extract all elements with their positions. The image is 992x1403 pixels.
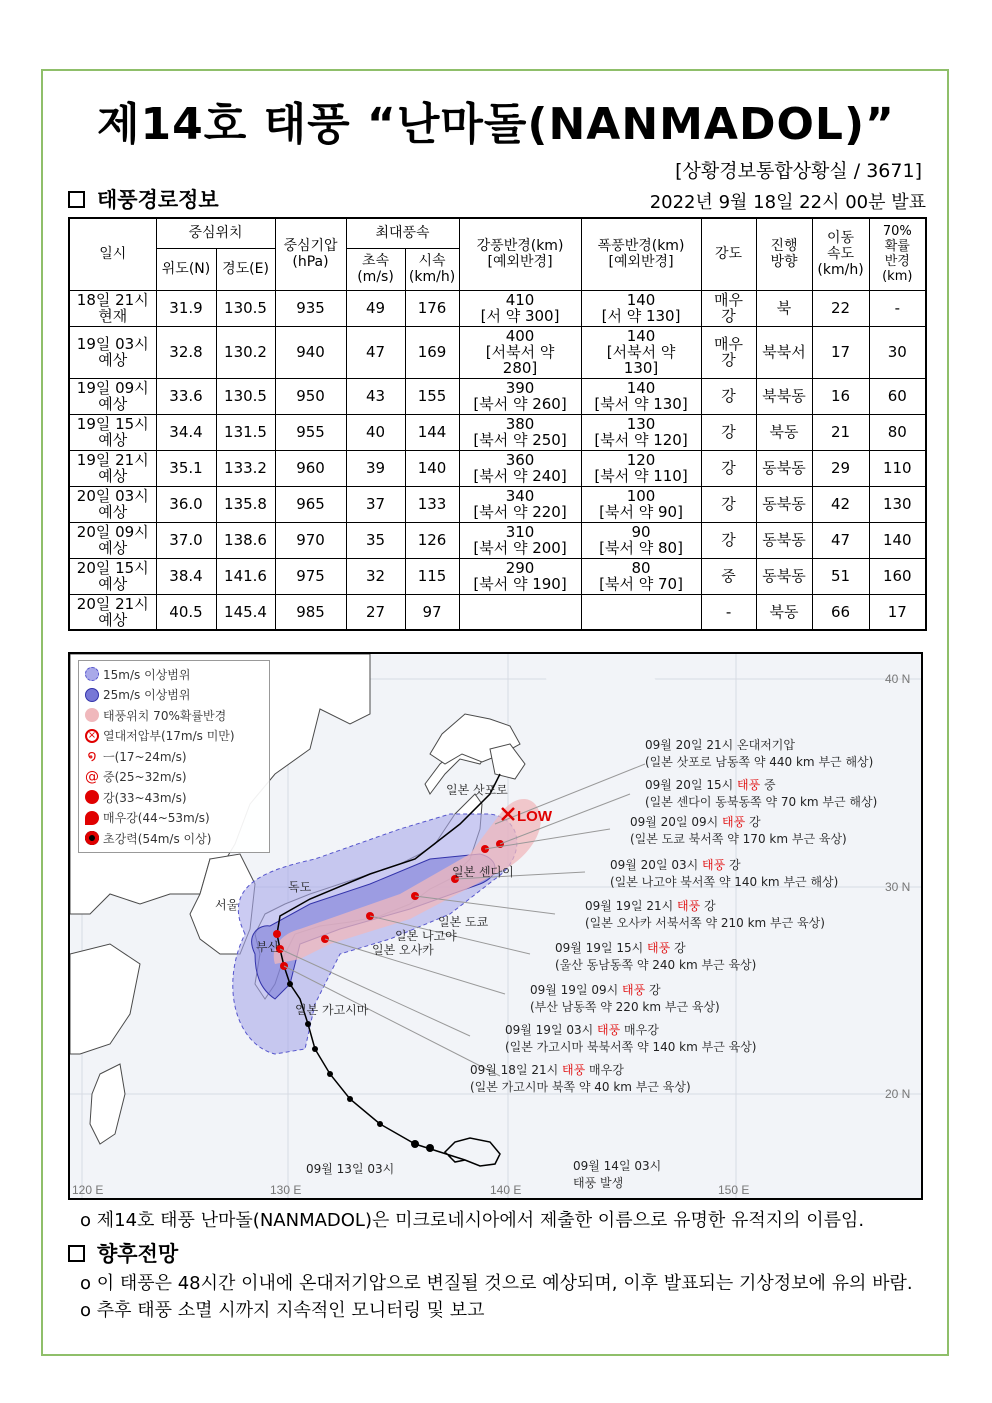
legend-verystrong-icon: [85, 811, 99, 825]
place-sendai: 일본 센다이: [452, 865, 514, 879]
cell-prob: 160: [869, 558, 926, 594]
cell-strong: [459, 594, 581, 630]
cell-storm: 140 [서 약 130]: [581, 290, 701, 326]
cell-pres: 970: [275, 522, 346, 558]
cell-time: 20일 03시 예상: [69, 486, 156, 522]
lon-120-label: 120 E: [72, 1183, 104, 1197]
cell-ms: 39: [346, 450, 405, 486]
cell-strong: 390 [북서 약 260]: [459, 378, 581, 414]
legend-strong: [85, 787, 263, 808]
legend-25ms: [85, 685, 263, 706]
place-tokyo: 일본 도쿄: [438, 915, 489, 929]
cell-storm: 130 [북서 약 120]: [581, 414, 701, 450]
ann-1-line1: [645, 777, 776, 792]
ann-7-l1a: 09월 19일 03시: [505, 1023, 598, 1037]
cell-storm: 120 [북서 약 110]: [581, 450, 701, 486]
ann-3-l1b: 태풍: [702, 858, 726, 872]
cell-spd: 16: [812, 378, 869, 414]
cell-dir: 북북동: [756, 378, 812, 414]
cell-prob: 60: [869, 378, 926, 414]
cell-time: 19일 03시 예상: [69, 326, 156, 378]
table-row: [69, 326, 926, 378]
legend-strong-label: 강(33~43m/s): [103, 790, 187, 805]
ann-6-l1b: 태풍: [622, 983, 646, 997]
start-label-2b: 태풍 발생: [573, 1176, 624, 1190]
cell-lat: 36.0: [156, 486, 216, 522]
cell-time: 19일 09시 예상: [69, 378, 156, 414]
map-legend: [78, 660, 270, 853]
cell-pres: 985: [275, 594, 346, 630]
table-row: [69, 594, 926, 630]
place-nagoya: 일본 나고야: [395, 929, 457, 943]
cell-kmh: 140: [405, 450, 459, 486]
cell-strong: 340 [북서 약 220]: [459, 486, 581, 522]
header-maxwind: 최대풍속: [346, 218, 459, 248]
table-row: [69, 378, 926, 414]
section-track-info-label: 태풍경로정보: [97, 188, 219, 212]
cell-prob: 110: [869, 450, 926, 486]
cell-dir: 북: [756, 290, 812, 326]
section-outlook-label: 향후전망: [97, 1242, 179, 1266]
cell-ms: 47: [346, 326, 405, 378]
cell-kmh: 133: [405, 486, 459, 522]
ann-1-l1a: 09월 20일 15시: [645, 778, 738, 792]
cell-spd: 17: [812, 326, 869, 378]
legend-verystrong-label: 매우강(44~53m/s): [103, 811, 210, 826]
legend-td-icon: ×: [85, 729, 99, 743]
checkbox-icon: [68, 1245, 85, 1262]
ann-4-line2: (일본 오사카 서북서쪽 약 210 km 부근 육상): [585, 916, 825, 930]
start-label-1: 09월 13일 03시: [306, 1162, 395, 1176]
legend-medium: [85, 767, 263, 788]
cell-spd: 51: [812, 558, 869, 594]
cell-strong: 380 [북서 약 250]: [459, 414, 581, 450]
cell-lon: 131.5: [216, 414, 275, 450]
place-kagoshima: 일본 가고시마: [295, 1003, 369, 1017]
cell-kmh: 97: [405, 594, 459, 630]
cell-int: 강: [701, 522, 756, 558]
cell-time: 18일 21시 현재: [69, 290, 156, 326]
cell-dir: 동북동: [756, 486, 812, 522]
cell-ms: 49: [346, 290, 405, 326]
cell-storm: [581, 594, 701, 630]
page-title: 제14호 태풍 “난마돌(NANMADOL)”: [97, 99, 895, 150]
lat-20-label: 20 N: [885, 1087, 911, 1101]
cell-ms: 35: [346, 522, 405, 558]
ann-6-line1: [530, 982, 661, 997]
legend-prob-label: 태풍위치 70%확률반경: [103, 708, 227, 723]
ann-1-l1c: 중: [760, 778, 776, 792]
cell-kmh: 169: [405, 326, 459, 378]
cell-prob: 30: [869, 326, 926, 378]
ann-4-line1: [585, 898, 716, 913]
cell-storm: 100 [북서 약 90]: [581, 486, 701, 522]
ann-2-line1: [630, 814, 761, 829]
cell-spd: 66: [812, 594, 869, 630]
cell-pres: 935: [275, 290, 346, 326]
cell-prob: -: [869, 290, 926, 326]
cell-pres: 960: [275, 450, 346, 486]
cell-storm: 90 [북서 약 80]: [581, 522, 701, 558]
cell-ms: 40: [346, 414, 405, 450]
ann-8-line1: [470, 1062, 624, 1077]
cell-time: 19일 21시 예상: [69, 450, 156, 486]
ann-7-line2: (일본 가고시마 북북서쪽 약 140 km 부근 육상): [505, 1040, 757, 1054]
header-time: 일시: [69, 218, 156, 290]
ann-2-l1b: 태풍: [722, 815, 746, 829]
legend-medium-icon: @: [85, 768, 99, 785]
cell-lon: 130.2: [216, 326, 275, 378]
legend-weak: [85, 746, 263, 767]
cell-kmh: 155: [405, 378, 459, 414]
cell-lat: 31.9: [156, 290, 216, 326]
place-busan: 부산: [256, 940, 280, 954]
ann-4-l1a: 09월 19일 21시: [585, 899, 678, 913]
cell-pres: 955: [275, 414, 346, 450]
cell-int: 매우 강: [701, 290, 756, 326]
typhoon-track-table: [68, 217, 927, 631]
cell-kmh: 176: [405, 290, 459, 326]
ann-3-line1: [610, 857, 741, 872]
typhoon-track-map: [68, 652, 923, 1200]
ann-5-l1c: 강: [670, 941, 686, 955]
cell-dir: 북동: [756, 414, 812, 450]
ann-1-line2: (일본 센다이 동북동쪽 약 70 km 부근 해상): [645, 795, 878, 809]
low-label: LOW: [517, 808, 552, 825]
ann-3-l1c: 강: [725, 858, 741, 872]
ann-7-line1: [505, 1022, 659, 1037]
ann-2-l1a: 09월 20일 09시: [630, 815, 723, 829]
cell-kmh: 144: [405, 414, 459, 450]
cell-pres: 940: [275, 326, 346, 378]
legend-td: [85, 726, 263, 747]
ann-8-l1a: 09월 18일 21시: [470, 1063, 563, 1077]
cell-dir: 북동: [756, 594, 812, 630]
legend-weak-icon: ໑: [87, 748, 97, 765]
cell-lat: 40.5: [156, 594, 216, 630]
outlook-note-1: o 이 태풍은 48시간 이내에 온대저기압으로 변질될 것으로 예상되며, 이후 발표되는 기상정보에 유의 바람.: [80, 1273, 913, 1294]
place-seoul: 서울: [215, 898, 239, 912]
cell-int: 강: [701, 486, 756, 522]
place-dokdo: 독도: [288, 880, 312, 894]
legend-super-label: 초강력(54m/s 이상): [103, 831, 212, 846]
legend-strong-icon: [85, 790, 99, 804]
cell-int: 강: [701, 414, 756, 450]
cell-ms: 32: [346, 558, 405, 594]
header-lat: 위도(N): [156, 248, 216, 290]
header-intensity: 강도: [701, 218, 756, 290]
office-label: [상황경보통합상황실 / 3671]: [675, 160, 922, 182]
ann-1-l1b: 태풍: [737, 778, 761, 792]
header-storm-radius: 폭풍반경(km) [예외반경]: [581, 218, 701, 290]
legend-prob-icon: [85, 708, 99, 722]
table-row: [69, 486, 926, 522]
cell-spd: 47: [812, 522, 869, 558]
legend-15ms: [85, 664, 263, 685]
header-pressure: 중심기압 (hPa): [275, 218, 346, 290]
lat-40-label: 40 N: [885, 672, 911, 686]
table-row: [69, 414, 926, 450]
ann-6-l1a: 09월 19일 09시: [530, 983, 623, 997]
cell-prob: 80: [869, 414, 926, 450]
legend-td-label: 열대저압부(17m/s 미만): [103, 729, 235, 744]
cell-dir: 동북동: [756, 558, 812, 594]
table-body: [69, 290, 926, 630]
cell-strong: 310 [북서 약 200]: [459, 522, 581, 558]
cell-ms: 37: [346, 486, 405, 522]
ann-0-line2: (일본 삿포로 남동쪽 약 440 km 부근 해상): [645, 755, 874, 769]
ann-8-line2: (일본 가고시마 북쪽 약 40 km 부근 육상): [470, 1080, 691, 1094]
table-row: [69, 558, 926, 594]
table-row: [69, 290, 926, 326]
table-row: [69, 522, 926, 558]
ann-5-l1b: 태풍: [647, 941, 671, 955]
cell-kmh: 126: [405, 522, 459, 558]
outlook-note-2: o 추후 태풍 소멸 시까지 지속적인 모니터링 및 보고: [80, 1300, 485, 1321]
cell-lon: 133.2: [216, 450, 275, 486]
cell-spd: 21: [812, 414, 869, 450]
header-kmh: 시속 (km/h): [405, 248, 459, 290]
ann-5-line2: (울산 동남동쪽 약 240 km 부근 육상): [555, 958, 757, 972]
cell-strong: 360 [북서 약 240]: [459, 450, 581, 486]
header-direction: 진행 방향: [756, 218, 812, 290]
cell-strong: 400 [서북서 약 280]: [459, 326, 581, 378]
lon-130-label: 130 E: [270, 1183, 302, 1197]
cell-int: -: [701, 594, 756, 630]
ann-6-l1c: 강: [645, 983, 661, 997]
cell-prob: 130: [869, 486, 926, 522]
ann-2-line2: (일본 도쿄 북서쪽 약 170 km 부근 육상): [630, 832, 847, 846]
cell-dir: 북북서: [756, 326, 812, 378]
cell-ms: 27: [346, 594, 405, 630]
ann-8-l1c: 매우강: [585, 1063, 624, 1077]
cell-strong: 410 [서 약 300]: [459, 290, 581, 326]
cell-prob: 140: [869, 522, 926, 558]
cell-lon: 130.5: [216, 378, 275, 414]
issued-time: 2022년 9월 18일 22시 00분 발표: [649, 192, 926, 213]
header-ms: 초속 (m/s): [346, 248, 405, 290]
ann-4-l1b: 태풍: [677, 899, 701, 913]
cell-lon: 130.5: [216, 290, 275, 326]
cell-dir: 동북동: [756, 450, 812, 486]
cell-int: 강: [701, 378, 756, 414]
ann-7-l1b: 태풍: [597, 1023, 621, 1037]
cell-lat: 37.0: [156, 522, 216, 558]
legend-super: [85, 828, 263, 849]
cell-pres: 975: [275, 558, 346, 594]
name-origin-note: o 제14호 태풍 난마돌(NANMADOL)은 미크로네시아에서 제출한 이름으로 유명한 유적지의 이름임.: [80, 1210, 865, 1231]
cell-lon: 141.6: [216, 558, 275, 594]
cell-dir: 동북동: [756, 522, 812, 558]
place-osaka: 일본 오사카: [372, 943, 434, 957]
start-label-2a: 09월 14일 03시: [573, 1159, 662, 1173]
table-row: [69, 450, 926, 486]
section-outlook: [68, 1238, 178, 1268]
legend-weak-label: ㅡ(17~24m/s): [103, 749, 187, 764]
cell-spd: 29: [812, 450, 869, 486]
cell-strong: 290 [북서 약 190]: [459, 558, 581, 594]
header-speed: 이동 속도 (km/h): [812, 218, 869, 290]
cell-ms: 43: [346, 378, 405, 414]
cell-storm: 80 [북서 약 70]: [581, 558, 701, 594]
lon-140-label: 140 E: [490, 1183, 522, 1197]
legend-15ms-label: 15m/s 이상범위: [103, 667, 191, 682]
cell-int: 강: [701, 450, 756, 486]
lat-30-label: 30 N: [885, 880, 911, 894]
cell-time: 20일 21시 예상: [69, 594, 156, 630]
legend-medium-label: 중(25~32m/s): [103, 770, 187, 785]
header-center: 중심위치: [156, 218, 275, 248]
header-prob-radius: 70% 확률 반경 (km): [869, 218, 926, 290]
cell-kmh: 115: [405, 558, 459, 594]
cell-lon: 138.6: [216, 522, 275, 558]
cell-pres: 950: [275, 378, 346, 414]
cell-time: 20일 15시 예상: [69, 558, 156, 594]
cell-spd: 42: [812, 486, 869, 522]
ann-3-l1a: 09월 20일 03시: [610, 858, 703, 872]
cell-lat: 38.4: [156, 558, 216, 594]
legend-25ms-icon: [85, 688, 99, 702]
cell-lat: 32.8: [156, 326, 216, 378]
legend-15ms-icon: [85, 667, 99, 681]
cell-lat: 33.6: [156, 378, 216, 414]
cell-int: 중: [701, 558, 756, 594]
ann-7-l1c: 매우강: [620, 1023, 659, 1037]
ann-5-l1a: 09월 19일 15시: [555, 941, 648, 955]
legend-prob: [85, 705, 263, 726]
cell-storm: 140 [북서 약 130]: [581, 378, 701, 414]
legend-verystrong: [85, 808, 263, 829]
ann-5-line1: [555, 940, 686, 955]
cell-lat: 34.4: [156, 414, 216, 450]
cell-storm: 140 [서북서 약 130]: [581, 326, 701, 378]
place-sapporo: 일본 삿포로: [446, 783, 508, 797]
header-lon: 경도(E): [216, 248, 275, 290]
cell-lon: 135.8: [216, 486, 275, 522]
ann-2-l1c: 강: [745, 815, 761, 829]
cell-time: 20일 09시 예상: [69, 522, 156, 558]
legend-super-icon: [85, 831, 99, 845]
legend-25ms-label: 25m/s 이상범위: [103, 688, 191, 703]
header-strong-radius: 강풍반경(km) [예외반경]: [459, 218, 581, 290]
ann-4-l1c: 강: [700, 899, 716, 913]
ann-0-line1: 09월 20일 21시 온대저기압: [645, 738, 795, 752]
cell-pres: 965: [275, 486, 346, 522]
cell-int: 매우 강: [701, 326, 756, 378]
lon-150-label: 150 E: [718, 1183, 750, 1197]
section-track-info: [68, 184, 219, 214]
cell-spd: 22: [812, 290, 869, 326]
cell-lat: 35.1: [156, 450, 216, 486]
checkbox-icon: [68, 191, 85, 208]
cell-time: 19일 15시 예상: [69, 414, 156, 450]
ann-6-line2: (부산 남동쪽 약 220 km 부근 육상): [530, 1000, 720, 1014]
cell-lon: 145.4: [216, 594, 275, 630]
cell-prob: 17: [869, 594, 926, 630]
ann-8-l1b: 태풍: [562, 1063, 586, 1077]
ann-3-line2: (일본 나고야 북서쪽 약 140 km 부근 해상): [610, 875, 839, 889]
